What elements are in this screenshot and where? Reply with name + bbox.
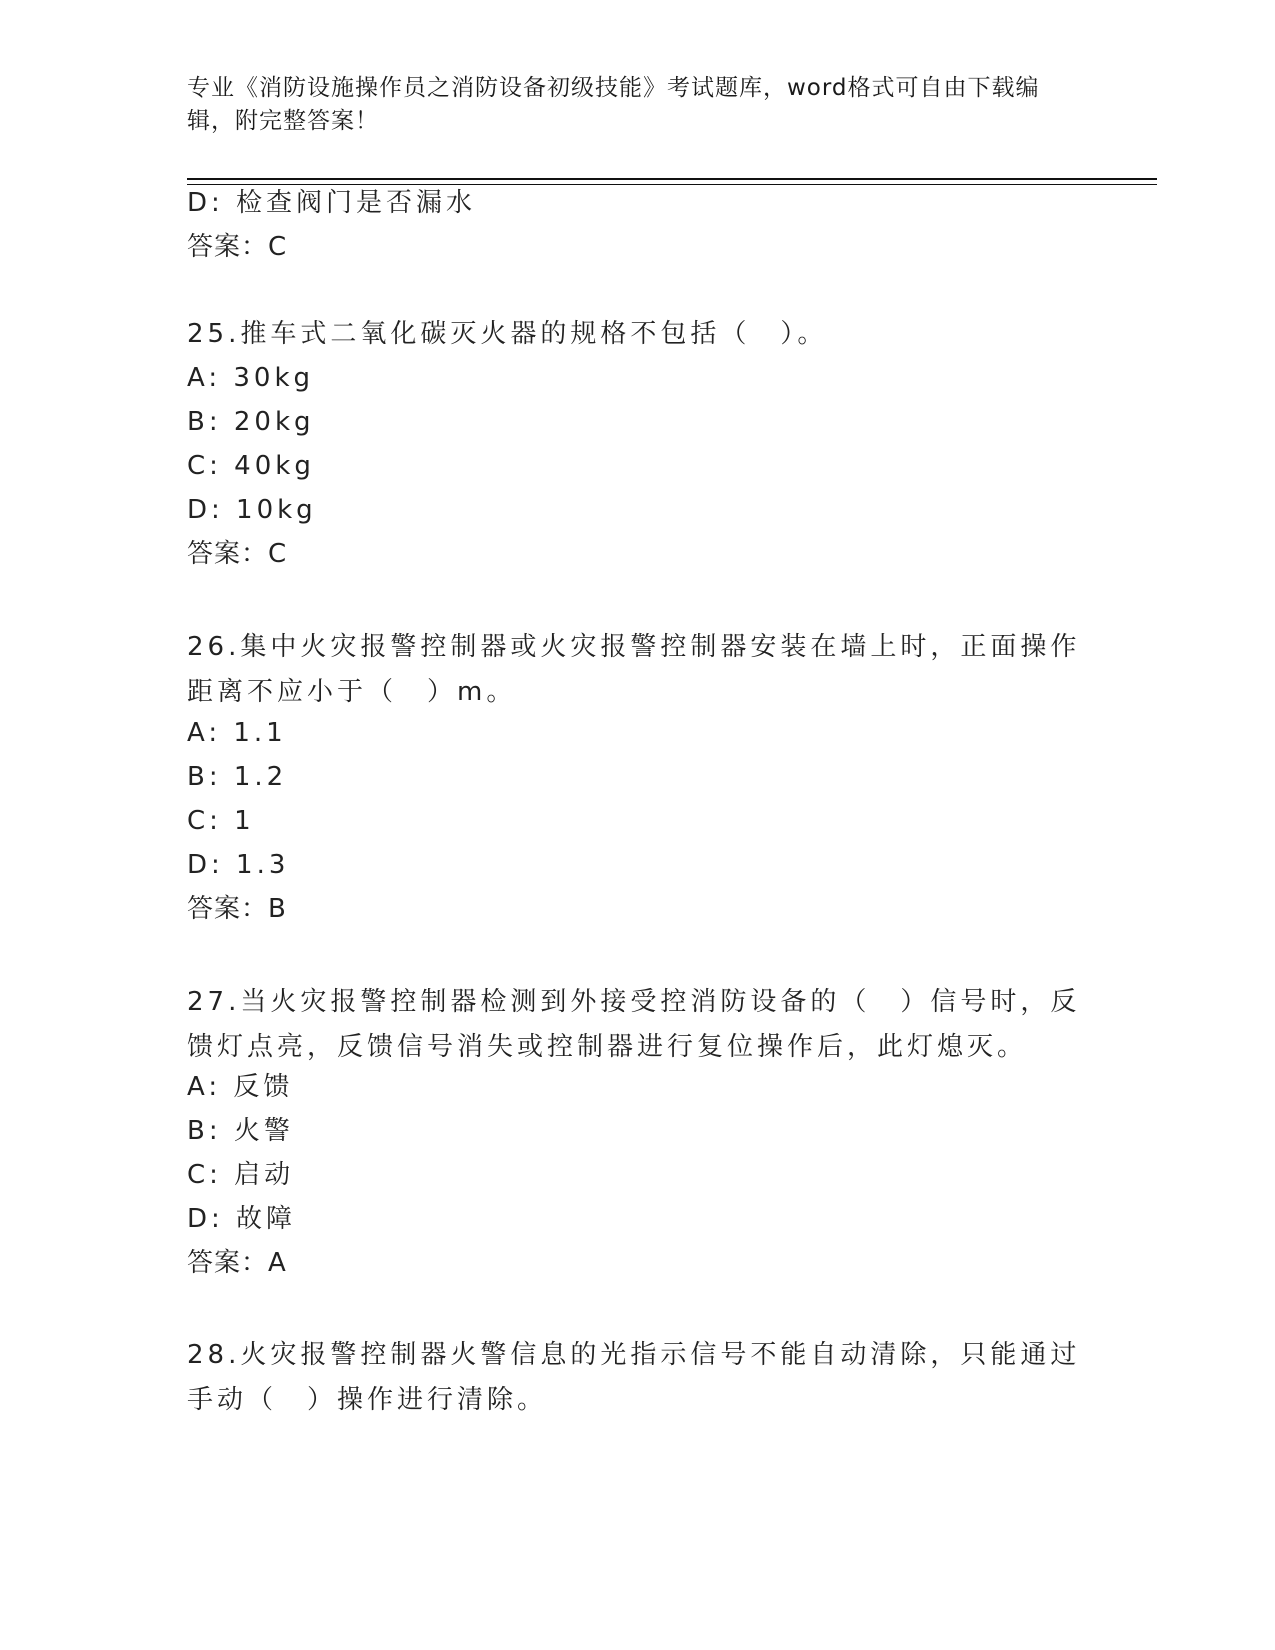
document-header: 专业《消防设施操作员之消防设备初级技能》考试题库，word格式可自由下载编辑，附完整答案！ (187, 75, 1040, 134)
answer-line: 答案：C (187, 232, 288, 262)
option-d: D: 1.3 (187, 850, 290, 880)
question-stem: 28.火灾报警控制器火警信息的光指示信号不能自动清除，只能通过手动（ ）操作进行清除。 (187, 1340, 1081, 1415)
option-b: B: 1.2 (187, 762, 288, 792)
header-divider-thin (187, 184, 1157, 185)
question-stem: 26.集中火灾报警控制器或火灾报警控制器安装在墙上时，正面操作距离不应小于（ ）m。 (187, 632, 1081, 707)
option-d: D: 检查阀门是否漏水 (187, 188, 477, 218)
answer-line: 答案：C (187, 539, 288, 569)
option-c: C: 40kg (187, 451, 315, 481)
option-c: C: 启动 (187, 1160, 295, 1190)
option-d: D: 10kg (187, 495, 317, 525)
header-divider-thick (187, 178, 1157, 180)
question-stem: 27.当火灾报警控制器检测到外接受控消防设备的（ ）信号时，反馈灯点亮，反馈信号消失或控制器进行复位操作后，此灯熄灭。 (187, 987, 1081, 1062)
option-b: B: 20kg (187, 407, 315, 437)
option-b: B: 火警 (187, 1116, 294, 1146)
answer-line: 答案：A (187, 1248, 287, 1278)
answer-line: 答案：B (187, 894, 287, 924)
option-a: A: 30kg (187, 363, 314, 393)
option-a: A: 反馈 (187, 1072, 294, 1102)
question-stem: 25.推车式二氧化碳灭火器的规格不包括（ ）。 (187, 319, 828, 349)
option-c: C: 1 (187, 806, 255, 836)
option-d: D: 故障 (187, 1204, 297, 1234)
option-a: A: 1.1 (187, 718, 287, 748)
